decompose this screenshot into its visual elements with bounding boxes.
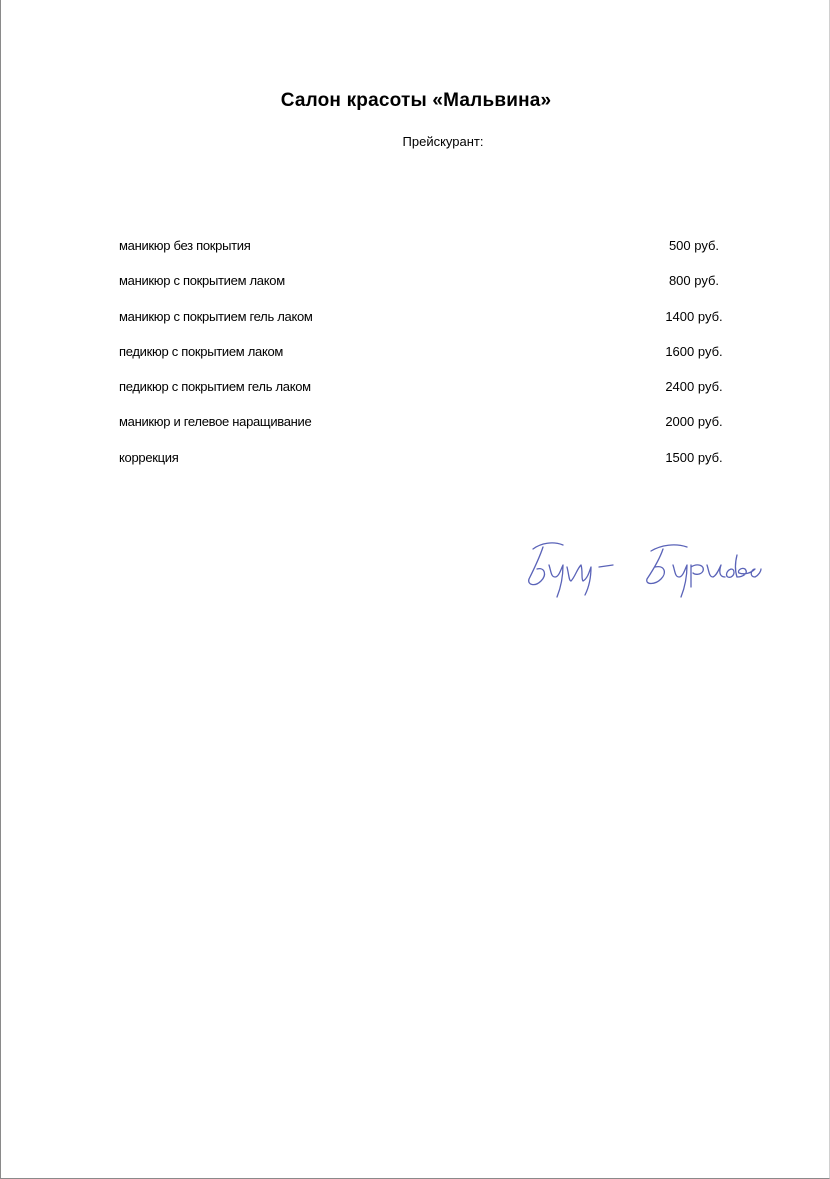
signature-stroke xyxy=(647,545,687,584)
service-name: коррекция xyxy=(119,449,179,465)
signature-drawing xyxy=(519,535,769,610)
service-price: 1500 руб. xyxy=(665,449,723,465)
price-row xyxy=(119,450,759,485)
signature-stroke xyxy=(567,565,591,595)
service-price: 2400 руб. xyxy=(665,379,723,395)
service-price: 1600 руб. xyxy=(665,343,723,359)
service-name: педикюр с покрытием лаком xyxy=(119,343,284,359)
price-row xyxy=(119,379,759,414)
price-row xyxy=(119,273,759,308)
price-row xyxy=(119,309,759,344)
service-price: 1400 руб. xyxy=(665,308,723,324)
service-name: маникюр без покрытия xyxy=(119,238,251,253)
signature-stroke xyxy=(691,565,703,587)
service-price: 2000 руб. xyxy=(665,414,723,430)
signature-stroke xyxy=(549,565,563,597)
price-row xyxy=(119,238,759,273)
price-row xyxy=(119,414,759,449)
service-name: маникюр с покрытием гель лаком xyxy=(119,308,313,324)
signature-stroke xyxy=(673,565,687,597)
signature-stroke xyxy=(529,543,563,585)
service-name: маникюр и гелевое наращивание xyxy=(119,414,312,430)
service-price: 500 руб. xyxy=(668,238,720,253)
service-name: маникюр с покрытием лаком xyxy=(119,273,285,289)
service-price: 800 руб. xyxy=(668,273,720,289)
price-row xyxy=(119,344,759,379)
service-name: педикюр с покрытием гель лаком xyxy=(119,379,311,395)
signature-stroke xyxy=(727,555,762,577)
signature-stroke xyxy=(599,565,613,567)
page-title: Салон красоты «Мальвина» xyxy=(280,90,552,111)
signature xyxy=(519,535,769,610)
price-list xyxy=(119,238,759,485)
price-list-heading: Прейскурант: xyxy=(402,134,484,149)
signature-stroke xyxy=(707,565,725,577)
